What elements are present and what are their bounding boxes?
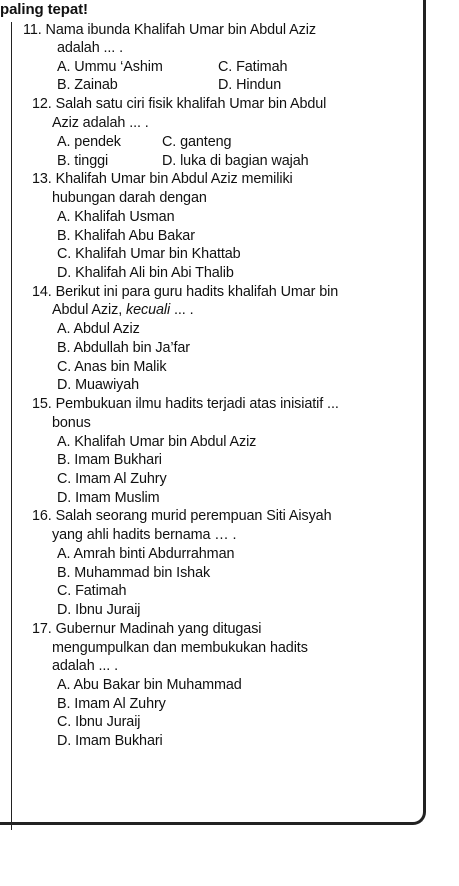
question-17-text-cont: mengumpulkan dan membukukan hadits: [52, 640, 308, 656]
question-13-text-cont: hubungan darah dengan: [52, 190, 207, 206]
question-17-option-b: B. Imam Al Zuhry: [57, 696, 166, 712]
question-16-option-a: A. Amrah binti Abdurrahman: [57, 546, 235, 562]
question-17-option-c: C. Ibnu Juraij: [57, 714, 141, 730]
question-13-option-a: A. Khalifah Usman: [57, 209, 175, 225]
frame-left-border: [11, 22, 12, 830]
question-17-text: 17. Gubernur Madinah yang ditugasi: [32, 621, 262, 637]
question-13-option-d: D. Khalifah Ali bin Abi Thalib: [57, 265, 234, 281]
question-14-text: 14. Berikut ini para guru hadits khalifah Umar bin: [32, 284, 339, 300]
instruction-header: paling tepat!: [0, 1, 88, 18]
emphasis-kecuali: kecuali: [126, 302, 171, 318]
question-13-option-c: C. Khalifah Umar bin Khattab: [57, 246, 241, 262]
question-15-text: 15. Pembukuan ilmu hadits terjadi atas inisiatif ...: [32, 396, 339, 412]
question-12-option-a: A. pendek: [57, 134, 121, 150]
question-12-option-d: D. luka di bagian wajah: [162, 153, 309, 169]
question-16-option-c: C. Fatimah: [57, 583, 127, 599]
question-16-text-cont: yang ahli hadits bernama … .: [52, 527, 237, 543]
question-17-option-a: A. Abu Bakar bin Muhammad: [57, 677, 242, 693]
question-16-option-b: B. Muhammad bin Ishak: [57, 565, 211, 581]
question-14-text-cont: Abdul Aziz, kecuali ... .: [52, 302, 194, 318]
question-15-option-c: C. Imam Al Zuhry: [57, 471, 167, 487]
question-15-option-b: B. Imam Bukhari: [57, 452, 162, 468]
question-14-option-a: A. Abdul Aziz: [57, 321, 140, 337]
question-11-option-c: C. Fatimah: [218, 59, 288, 75]
question-14-option-b: B. Abdullah bin Ja’far: [57, 340, 191, 356]
question-12-option-c: C. ganteng: [162, 134, 232, 150]
question-11-option-b: B. Zainab: [57, 77, 118, 93]
question-15-option-d: D. Imam Muslim: [57, 490, 160, 506]
question-17-option-d: D. Imam Bukhari: [57, 733, 163, 749]
question-11-option-d: D. Hindun: [218, 77, 282, 93]
question-12-option-b: B. tinggi: [57, 153, 109, 169]
question-15-option-a: A. Khalifah Umar bin Abdul Aziz: [57, 434, 257, 450]
question-11-text-cont: adalah ... .: [57, 40, 124, 56]
question-13-option-b: B. Khalifah Abu Bakar: [57, 228, 195, 244]
question-14-option-c: C. Anas bin Malik: [57, 359, 167, 375]
frame-right-border: [423, 0, 426, 812]
frame-bottom-border: [0, 812, 426, 825]
question-16-option-d: D. Ibnu Juraij: [57, 602, 141, 618]
question-13-text: 13. Khalifah Umar bin Abdul Aziz memiliki: [32, 171, 293, 187]
question-11-text: 11. Nama ibunda Khalifah Umar bin Abdul Aziz: [23, 22, 316, 38]
question-11-option-a: A. Ummu ‘Ashim: [57, 59, 163, 75]
question-15-text-cont: bonus: [52, 415, 91, 431]
question-12-text-cont: Aziz adalah ... .: [52, 115, 149, 131]
question-16-text: 16. Salah seorang murid perempuan Siti Aisyah: [32, 508, 332, 524]
question-12-text: 12. Salah satu ciri fisik khalifah Umar bin Abdul: [32, 96, 327, 112]
question-14-option-d: D. Muawiyah: [57, 377, 140, 393]
question-17-text-cont2: adalah ... .: [52, 658, 119, 674]
